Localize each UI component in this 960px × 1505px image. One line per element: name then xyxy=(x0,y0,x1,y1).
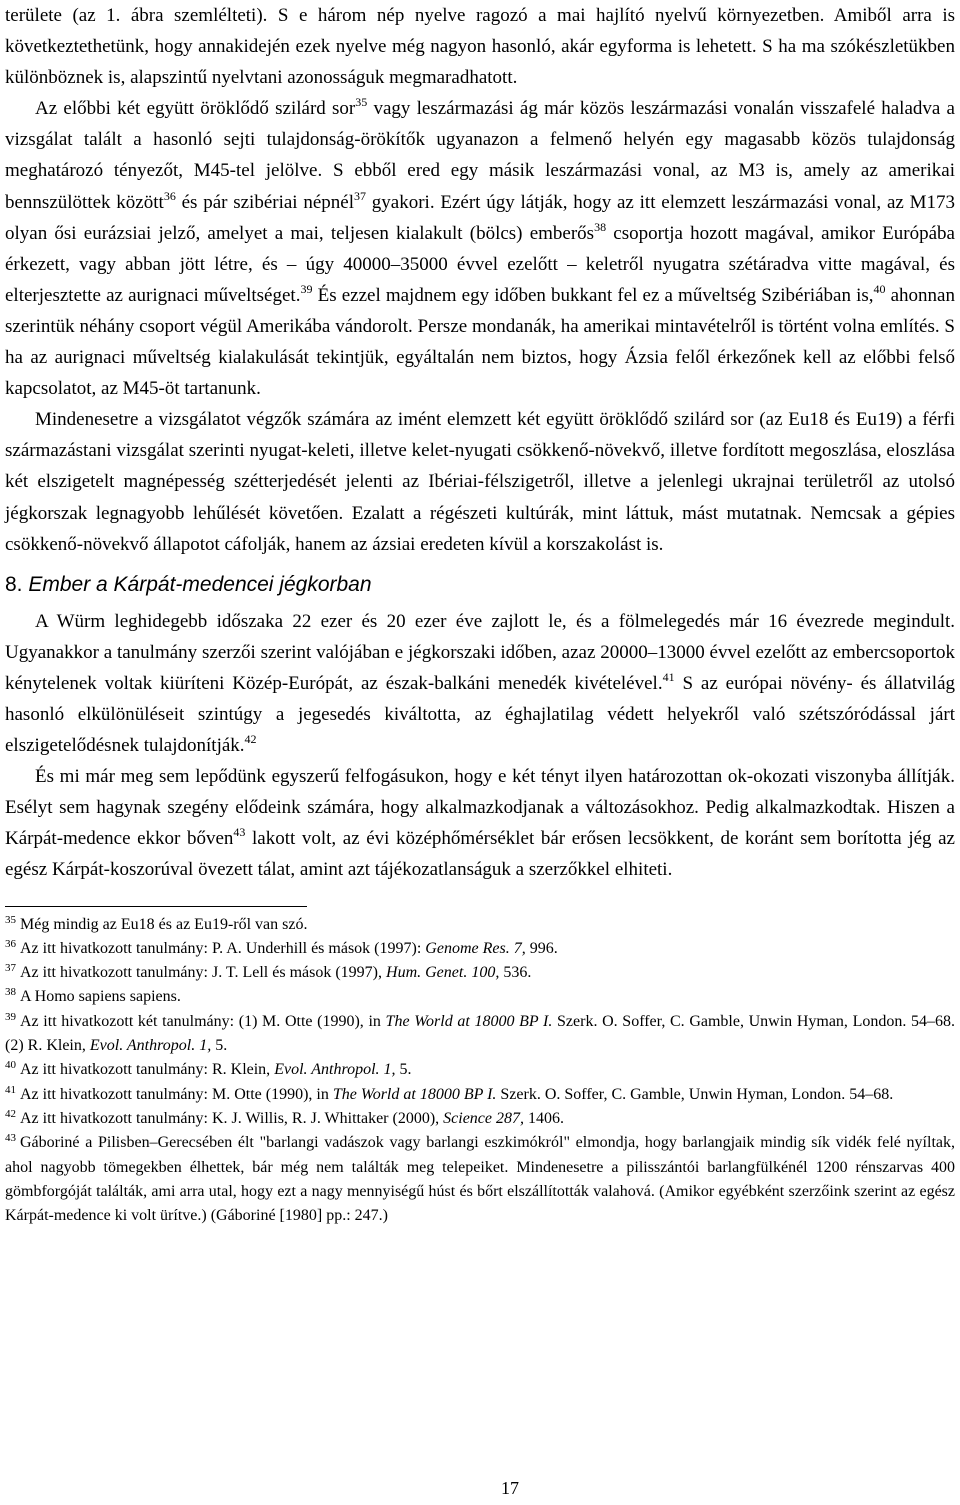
footnote-text: Még mindig az Eu18 és az Eu19-ről van szó. xyxy=(20,915,308,933)
footnote-42 xyxy=(5,1107,955,1131)
paragraph-1-text: területe (az 1. ábra szemlélteti). S e három nép nyelve ragozó a mai hajlító nyelvű környezetben. Amiből arra is következtethetünk, hogy annakidején ezek nyelve még nagyon hasonló, akár egyforma is lehetett. S ha ma szókészletükben különböznek is, alapszintű nyelvtani azonosságuk megmaradhatott. xyxy=(5,5,955,89)
journal-title: Evol. Anthropol. 1, xyxy=(89,1037,212,1055)
footnote-text: Az itt hivatkozott tanulmány: M. Otte (1990), in xyxy=(20,1085,333,1103)
footnote-ref-36[interactable]: 36 xyxy=(163,188,176,203)
footnote-number: 37 xyxy=(5,962,16,975)
document-page xyxy=(5,0,955,1228)
footnote-text: Gáboriné a Pilisben–Gerecsében élt "barlangi vadászok vagy barlangi eszkimókról" elmondja, hogy barlangjaik mindig sík vidék felé nyíltak, ahol nagyobb tömegekben élhettek, bár még nem találták meg telepeiket. Mindenesetre a pilisszántói barlangfülkénél 1200 rénszarvas 400 gömbforgóját találták, ami arra utal, hogy ezt a nagy mennyiségű húst és bőrt elszállították valahová. (Amikor egyébként szerzőink szerint az egész Kárpát-medence ki volt ürítve.) (Gáboriné [1980] pp.: 247.) xyxy=(5,1134,955,1225)
journal-title: Science 287, xyxy=(443,1109,525,1127)
footnote-separator xyxy=(5,906,307,907)
paragraph-2 xyxy=(5,93,955,404)
footnote-text: Az itt hivatkozott tanulmány: R. Klein, xyxy=(20,1061,275,1079)
footnote-ref-42[interactable]: 42 xyxy=(244,732,257,747)
paragraph-5 xyxy=(5,761,955,885)
footnote-number: 40 xyxy=(5,1059,16,1072)
footnote-text: Az itt hivatkozott tanulmány: J. T. Lell és mások (1997), xyxy=(20,964,387,982)
text-run: csoportja hozott magával, amikor Európába érkezett, vagy abban jött létre, és – úgy 40000–35000 évvel ezelőtt – keletről nyugatra szétáradva vitte magával, és elterjesztette az aurignaci műveltséget. xyxy=(5,222,955,306)
footnote-40 xyxy=(5,1058,955,1082)
footnote-ref-41[interactable]: 41 xyxy=(662,669,675,684)
footnote-ref-39[interactable]: 39 xyxy=(300,281,313,296)
footnote-text: Szerk. O. Soffer, C. Gamble, Unwin Hyman, London. 54–68. (2) R. Klein, xyxy=(5,1012,955,1055)
footnote-ref-37[interactable]: 37 xyxy=(354,188,367,203)
footnote-text: Szerk. O. Soffer, C. Gamble, Unwin Hyman, London. 54–68. xyxy=(496,1085,894,1103)
text-run: És mi már meg sem lepődünk egyszerű felfogásukon, hogy e két tényt ilyen határozottan ok-okozati viszonyba állítják. Esélyt sem hagynak szegény elődeink számára, hogy alkalmazkodjanak a változásokhoz. Pedig alkalmazkodtak. Hiszen a Kárpát-medence ekkor bőven xyxy=(5,766,955,850)
footnote-41 xyxy=(5,1083,955,1107)
footnote-43 xyxy=(5,1131,955,1228)
text-run: és pár szibériai népnél xyxy=(175,191,355,213)
text-run: gyakori. Ezért úgy látják, hogy az itt elemzett leszármazási vonal, az M173 olyan ősi eurázsiai jelző, amelyet a mai, teljesen kialakult (bölcs) emberős xyxy=(5,191,955,244)
footnote-text: Az itt hivatkozott tanulmány: P. A. Underhill és mások (1997): xyxy=(20,939,426,957)
journal-title: Genome Res. 7, xyxy=(425,939,526,957)
footnote-number: 43 xyxy=(5,1132,16,1145)
paragraph-3 xyxy=(5,404,955,559)
text-run: És ezzel majdnem egy időben bukkant fel ez a műveltség Szibériában is, xyxy=(312,284,874,306)
page-number: 17 xyxy=(501,1478,519,1498)
footnote-37 xyxy=(5,961,955,985)
footnote-ref-38[interactable]: 38 xyxy=(594,219,607,234)
footnote-text: Az itt hivatkozott tanulmány: K. J. Willis, R. J. Whittaker (2000), xyxy=(20,1109,444,1127)
book-title: The World at 18000 BP I. xyxy=(332,1085,497,1103)
footnote-text: 536. xyxy=(499,964,532,982)
paragraph-4 xyxy=(5,606,955,761)
footnote-text: 5. xyxy=(211,1037,228,1055)
text-run: S az európai növény- és állatvilág hasonló elkülönüléseit szintúgy a jegesedés kiváltotta, az éghajlatilag védett helyekről való szétszóródással járt elszigetelődésnek tulajdonítják. xyxy=(5,672,956,757)
text-run: lakott volt, az évi középhőmérséklet bár erősen lecsökkent, de koránt sem borította jég az egész Kárpát-koszorúval övezett tálat, amint azt tájékozatlanságuk a szerzőkkel elhiteti. xyxy=(5,828,955,881)
footnote-text: 1406. xyxy=(524,1109,565,1127)
footnote-36 xyxy=(5,937,955,961)
footnote-number: 38 xyxy=(5,986,16,999)
section-number: 8. xyxy=(5,572,23,596)
section-heading xyxy=(5,570,955,600)
footnote-number: 35 xyxy=(5,913,16,926)
paragraph-3-text: Mindenesetre a vizsgálatot végzők számára az imént elemzett két együtt öröklődő szilárd sor (az Eu18 és Eu19) a férfi származástani vizsgálat szerinti nyugat-keleti, illetve kelet-nyugati csökkenő-növekvő, illetve fordított megoszlása, eloszlása két elszigetelt magnépesség szétterjedését jelenti az Ibériai-félszigetről, illetve a jelenlegi ukrajnai területről az utolsó jégkorszak legnagyobb lehűlését követően. Ezalatt a régészeti kultúrák, mint láttuk, mást mutatnak. Nemcsak a gépies csökkenő-növekvő állapotot cáfolják, hanem az ázsiai eredeten kívül a korszakolást is. xyxy=(5,409,955,555)
footnote-ref-43[interactable]: 43 xyxy=(233,825,246,840)
footnote-ref-40[interactable]: 40 xyxy=(873,281,886,296)
footnote-number: 39 xyxy=(5,1010,16,1023)
paragraph-1 xyxy=(5,0,955,93)
text-run: Az előbbi két együtt öröklődő szilárd sor xyxy=(35,98,356,120)
footnote-text: 996. xyxy=(525,939,558,957)
footnote-number: 36 xyxy=(5,937,16,950)
footnote-38 xyxy=(5,985,955,1009)
journal-title: Hum. Genet. 100, xyxy=(386,964,500,982)
footnote-text: 5. xyxy=(395,1061,412,1079)
footnote-text: A Homo sapiens sapiens. xyxy=(20,988,181,1006)
section-title: Ember a Kárpát-medencei jégkorban xyxy=(22,572,372,596)
journal-title: Evol. Anthropol. 1, xyxy=(274,1061,396,1079)
book-title: The World at 18000 BP I. xyxy=(385,1012,553,1030)
footnote-ref-35[interactable]: 35 xyxy=(355,95,368,110)
text-run: A Würm leghidegebb időszaka 22 ezer és 20 ezer éve zajlott le, és a fölmelegedés már 16 évezrede megindult. Ugyanakkor a tanulmány szerzői szerint valójában e jégkorszaki időben, azaz 20000–13000 évvel ezelőtt az embercsoportok kénytelenek voltak kiüríteni Közép-Európát, az észak-balkáni menedék kivételével. xyxy=(5,610,955,694)
footnote-number: 42 xyxy=(5,1107,16,1120)
footnote-39 xyxy=(5,1010,955,1059)
footnote-35 xyxy=(5,913,955,937)
text-run: ahonnan szerintük néhány csoport végül Amerikába vándorolt. Persze mondanák, ha amerikai mintavételről is történt volna említés. S ha az aurignaci műveltség kialakulását tekintjük, egyáltalán nem biztos, hogy Ázsia felől érkezőnek kell az előbbi felső kapcsolatot, az M45-öt tartanunk. xyxy=(5,284,955,400)
footnote-text: Az itt hivatkozott két tanulmány: (1) M. Otte (1990), in xyxy=(20,1012,386,1030)
text-run: vagy leszármazási ág már közös leszármazási vonalán visszafelé haladva a vizsgálat talált a hasonló sejti tulajdonság-örökítők ugyanazon a felmenő helyén egy magasabb közös tulajdonság meghatározó tényezőt, M45-tel jelölve. S ebből ered egy másik leszármazási vonal, az M3 is, amely az amerikai bennszülöttek között xyxy=(5,98,955,213)
footnote-number: 41 xyxy=(5,1083,16,1096)
